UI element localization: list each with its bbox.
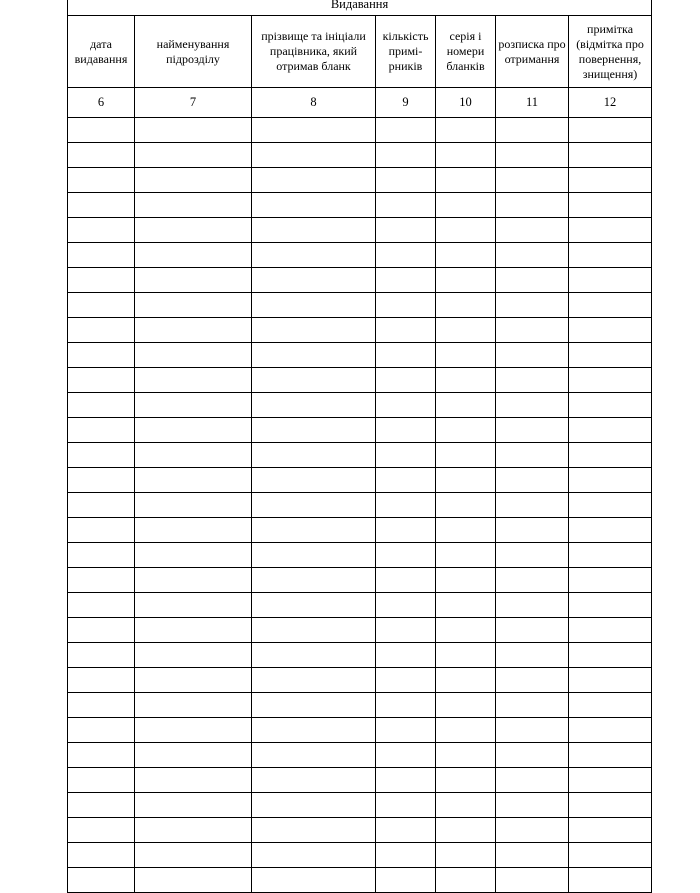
empty-cell-form-series-numbers xyxy=(436,818,496,843)
empty-cell-receipt-signature xyxy=(496,468,569,493)
empty-cell-issue-date xyxy=(68,193,135,218)
empty-cell-receipt-signature xyxy=(496,768,569,793)
empty-cell-department-name xyxy=(135,618,252,643)
table-row xyxy=(68,268,652,293)
empty-cell-form-series-numbers xyxy=(436,243,496,268)
empty-cell-copies-count xyxy=(376,193,436,218)
empty-cell-issue-date xyxy=(68,318,135,343)
empty-cell-form-series-numbers xyxy=(436,193,496,218)
empty-cell-receipt-signature xyxy=(496,718,569,743)
empty-cell-department-name xyxy=(135,568,252,593)
empty-cell-note xyxy=(569,793,652,818)
empty-cell-form-series-numbers xyxy=(436,868,496,893)
empty-cell-note xyxy=(569,268,652,293)
empty-cell-receipt-signature xyxy=(496,368,569,393)
empty-cell-copies-count xyxy=(376,218,436,243)
empty-cell-form-series-numbers xyxy=(436,168,496,193)
empty-cell-form-series-numbers xyxy=(436,718,496,743)
empty-cell-department-name xyxy=(135,168,252,193)
empty-cell-employee-name xyxy=(252,168,376,193)
empty-cell-issue-date xyxy=(68,418,135,443)
empty-cell-note xyxy=(569,168,652,193)
empty-cell-department-name xyxy=(135,293,252,318)
empty-cell-issue-date xyxy=(68,693,135,718)
empty-cell-receipt-signature xyxy=(496,218,569,243)
column-header-label: кількість примі-рників xyxy=(382,29,429,73)
empty-cell-copies-count xyxy=(376,118,436,143)
group-header-row xyxy=(68,0,652,16)
empty-cell-copies-count xyxy=(376,168,436,193)
issuance-register-table xyxy=(67,0,652,893)
empty-cell-employee-name xyxy=(252,243,376,268)
empty-cell-note xyxy=(569,218,652,243)
column-number: 6 xyxy=(68,88,135,118)
column-header-receipt-signature xyxy=(496,16,569,88)
empty-cell-note xyxy=(569,393,652,418)
empty-cell-department-name xyxy=(135,368,252,393)
empty-cell-receipt-signature xyxy=(496,443,569,468)
empty-cell-copies-count xyxy=(376,268,436,293)
empty-cell-issue-date xyxy=(68,368,135,393)
empty-cell-department-name xyxy=(135,768,252,793)
empty-cell-department-name xyxy=(135,743,252,768)
empty-cell-form-series-numbers xyxy=(436,618,496,643)
group-header-issuance: Видавання xyxy=(68,0,652,16)
empty-cell-issue-date xyxy=(68,793,135,818)
empty-cell-copies-count xyxy=(376,668,436,693)
empty-cell-employee-name xyxy=(252,818,376,843)
empty-cell-copies-count xyxy=(376,243,436,268)
table-row xyxy=(68,318,652,343)
empty-cell-employee-name xyxy=(252,443,376,468)
empty-cell-employee-name xyxy=(252,368,376,393)
empty-cell-issue-date xyxy=(68,543,135,568)
table-row xyxy=(68,568,652,593)
empty-cell-form-series-numbers xyxy=(436,343,496,368)
empty-cell-note xyxy=(569,418,652,443)
empty-cell-issue-date xyxy=(68,293,135,318)
column-header-note xyxy=(569,16,652,88)
table-row xyxy=(68,468,652,493)
empty-cell-form-series-numbers xyxy=(436,143,496,168)
empty-cell-employee-name xyxy=(252,493,376,518)
empty-cell-employee-name xyxy=(252,668,376,693)
empty-cell-employee-name xyxy=(252,618,376,643)
empty-cell-copies-count xyxy=(376,543,436,568)
empty-cell-copies-count xyxy=(376,643,436,668)
empty-cell-employee-name xyxy=(252,268,376,293)
empty-cell-copies-count xyxy=(376,393,436,418)
empty-cell-copies-count xyxy=(376,868,436,893)
column-number: 12 xyxy=(569,88,652,118)
empty-cell-issue-date xyxy=(68,743,135,768)
empty-cell-department-name xyxy=(135,643,252,668)
table-row xyxy=(68,843,652,868)
empty-cell-employee-name xyxy=(252,468,376,493)
table-row xyxy=(68,168,652,193)
empty-cell-note xyxy=(569,118,652,143)
table-row xyxy=(68,793,652,818)
empty-cell-issue-date xyxy=(68,168,135,193)
empty-cell-receipt-signature xyxy=(496,593,569,618)
empty-cell-copies-count xyxy=(376,693,436,718)
empty-cell-note xyxy=(569,593,652,618)
empty-cell-employee-name xyxy=(252,718,376,743)
empty-cell-copies-count xyxy=(376,318,436,343)
empty-cell-department-name xyxy=(135,418,252,443)
empty-cell-receipt-signature xyxy=(496,668,569,693)
empty-cell-receipt-signature xyxy=(496,118,569,143)
empty-cell-receipt-signature xyxy=(496,143,569,168)
empty-cell-issue-date xyxy=(68,568,135,593)
empty-cell-department-name xyxy=(135,218,252,243)
empty-cell-employee-name xyxy=(252,568,376,593)
table-row xyxy=(68,718,652,743)
empty-cell-form-series-numbers xyxy=(436,118,496,143)
empty-cell-issue-date xyxy=(68,218,135,243)
column-header-employee-name xyxy=(252,16,376,88)
empty-cell-note xyxy=(569,443,652,468)
empty-cell-employee-name xyxy=(252,293,376,318)
empty-cell-form-series-numbers xyxy=(436,468,496,493)
empty-cell-form-series-numbers xyxy=(436,493,496,518)
empty-cell-department-name xyxy=(135,318,252,343)
empty-cell-issue-date xyxy=(68,868,135,893)
table-row xyxy=(68,368,652,393)
empty-cell-form-series-numbers xyxy=(436,743,496,768)
column-header-label: найменування підрозділу xyxy=(156,36,230,66)
empty-cell-employee-name xyxy=(252,593,376,618)
table-row xyxy=(68,868,652,893)
empty-cell-employee-name xyxy=(252,118,376,143)
empty-cell-receipt-signature xyxy=(496,543,569,568)
table-row xyxy=(68,643,652,668)
empty-cell-receipt-signature xyxy=(496,168,569,193)
column-number: 10 xyxy=(436,88,496,118)
empty-cell-note xyxy=(569,768,652,793)
column-header-label: розписка про отримання xyxy=(498,36,566,66)
empty-cell-form-series-numbers xyxy=(436,643,496,668)
table-row xyxy=(68,343,652,368)
table-row xyxy=(68,493,652,518)
empty-cell-copies-count xyxy=(376,618,436,643)
empty-cell-issue-date xyxy=(68,843,135,868)
empty-cell-receipt-signature xyxy=(496,518,569,543)
empty-cell-receipt-signature xyxy=(496,268,569,293)
column-number: 8 xyxy=(252,88,376,118)
empty-cell-form-series-numbers xyxy=(436,393,496,418)
empty-cell-department-name xyxy=(135,393,252,418)
empty-cell-form-series-numbers xyxy=(436,568,496,593)
empty-cell-issue-date xyxy=(68,668,135,693)
table-row xyxy=(68,668,652,693)
empty-cell-issue-date xyxy=(68,468,135,493)
table-row xyxy=(68,818,652,843)
empty-cell-department-name xyxy=(135,268,252,293)
empty-cell-form-series-numbers xyxy=(436,543,496,568)
column-header-label: прізвище та ініціали працівника, який отримав бланк xyxy=(261,29,366,73)
empty-cell-employee-name xyxy=(252,868,376,893)
empty-cell-form-series-numbers xyxy=(436,418,496,443)
empty-cell-employee-name xyxy=(252,318,376,343)
empty-cell-note xyxy=(569,718,652,743)
empty-cell-copies-count xyxy=(376,368,436,393)
column-number: 11 xyxy=(496,88,569,118)
table-row xyxy=(68,593,652,618)
table-row xyxy=(68,218,652,243)
empty-cell-department-name xyxy=(135,193,252,218)
column-header-issue-date xyxy=(68,16,135,88)
empty-cell-department-name xyxy=(135,143,252,168)
empty-cell-employee-name xyxy=(252,543,376,568)
empty-cell-copies-count xyxy=(376,843,436,868)
empty-cell-department-name xyxy=(135,843,252,868)
empty-cell-issue-date xyxy=(68,518,135,543)
empty-cell-receipt-signature xyxy=(496,318,569,343)
empty-cell-note xyxy=(569,243,652,268)
empty-cell-note xyxy=(569,668,652,693)
empty-cell-form-series-numbers xyxy=(436,793,496,818)
empty-cell-note xyxy=(569,493,652,518)
empty-cell-receipt-signature xyxy=(496,493,569,518)
table-row xyxy=(68,243,652,268)
empty-cell-note xyxy=(569,293,652,318)
empty-cell-form-series-numbers xyxy=(436,268,496,293)
empty-cell-department-name xyxy=(135,593,252,618)
empty-cell-department-name xyxy=(135,718,252,743)
empty-cell-employee-name xyxy=(252,418,376,443)
empty-cell-note xyxy=(569,743,652,768)
empty-cell-copies-count xyxy=(376,568,436,593)
empty-cell-issue-date xyxy=(68,143,135,168)
empty-cell-copies-count xyxy=(376,718,436,743)
empty-cell-note xyxy=(569,193,652,218)
empty-cell-department-name xyxy=(135,243,252,268)
empty-cell-receipt-signature xyxy=(496,643,569,668)
empty-cell-copies-count xyxy=(376,418,436,443)
column-number: 7 xyxy=(135,88,252,118)
empty-cell-receipt-signature xyxy=(496,393,569,418)
table-row xyxy=(68,443,652,468)
empty-cell-department-name xyxy=(135,793,252,818)
table-row xyxy=(68,743,652,768)
empty-cell-form-series-numbers xyxy=(436,368,496,393)
table-row xyxy=(68,768,652,793)
table-row xyxy=(68,693,652,718)
column-header-department-name xyxy=(135,16,252,88)
empty-cell-copies-count xyxy=(376,468,436,493)
empty-cell-form-series-numbers xyxy=(436,318,496,343)
empty-cell-department-name xyxy=(135,868,252,893)
empty-cell-note xyxy=(569,318,652,343)
empty-cell-note xyxy=(569,843,652,868)
empty-cell-issue-date xyxy=(68,343,135,368)
table-row xyxy=(68,193,652,218)
empty-cell-form-series-numbers xyxy=(436,693,496,718)
empty-cell-issue-date xyxy=(68,243,135,268)
empty-cell-copies-count xyxy=(376,518,436,543)
empty-cell-issue-date xyxy=(68,393,135,418)
empty-cell-issue-date xyxy=(68,718,135,743)
column-header-form-series-numbers xyxy=(436,16,496,88)
table-row xyxy=(68,143,652,168)
empty-cell-employee-name xyxy=(252,343,376,368)
empty-cell-employee-name xyxy=(252,193,376,218)
empty-cell-note xyxy=(569,568,652,593)
table-row xyxy=(68,518,652,543)
empty-cell-form-series-numbers xyxy=(436,443,496,468)
empty-cell-issue-date xyxy=(68,643,135,668)
table-row xyxy=(68,543,652,568)
empty-cell-note xyxy=(569,368,652,393)
empty-cell-receipt-signature xyxy=(496,243,569,268)
empty-cell-receipt-signature xyxy=(496,868,569,893)
empty-cell-note xyxy=(569,693,652,718)
empty-cell-receipt-signature xyxy=(496,193,569,218)
empty-cell-employee-name xyxy=(252,218,376,243)
empty-cell-employee-name xyxy=(252,768,376,793)
empty-cell-department-name xyxy=(135,818,252,843)
empty-cell-department-name xyxy=(135,118,252,143)
empty-cell-note xyxy=(569,868,652,893)
empty-cell-employee-name xyxy=(252,393,376,418)
empty-cell-note xyxy=(569,818,652,843)
empty-cell-department-name xyxy=(135,693,252,718)
empty-cell-note xyxy=(569,618,652,643)
empty-cell-form-series-numbers xyxy=(436,218,496,243)
empty-cell-form-series-numbers xyxy=(436,768,496,793)
empty-cell-receipt-signature xyxy=(496,818,569,843)
empty-cell-issue-date xyxy=(68,118,135,143)
column-header-label: дата видавання xyxy=(74,36,128,66)
empty-cell-note xyxy=(569,643,652,668)
empty-cell-form-series-numbers xyxy=(436,293,496,318)
empty-cell-department-name xyxy=(135,493,252,518)
empty-cell-note xyxy=(569,143,652,168)
empty-cell-issue-date xyxy=(68,268,135,293)
table-row xyxy=(68,393,652,418)
empty-cell-employee-name xyxy=(252,793,376,818)
empty-cell-form-series-numbers xyxy=(436,668,496,693)
table-row xyxy=(68,418,652,443)
empty-cell-copies-count xyxy=(376,743,436,768)
empty-cell-receipt-signature xyxy=(496,743,569,768)
empty-cell-employee-name xyxy=(252,143,376,168)
empty-cell-copies-count xyxy=(376,818,436,843)
empty-cell-receipt-signature xyxy=(496,293,569,318)
empty-cell-form-series-numbers xyxy=(436,518,496,543)
empty-cell-employee-name xyxy=(252,518,376,543)
empty-cell-copies-count xyxy=(376,493,436,518)
empty-cell-note xyxy=(569,518,652,543)
table-row xyxy=(68,118,652,143)
column-header-label: примітка (відмітка про повернення, знищення) xyxy=(576,21,644,81)
empty-cell-form-series-numbers xyxy=(436,843,496,868)
empty-cell-copies-count xyxy=(376,143,436,168)
empty-cell-copies-count xyxy=(376,293,436,318)
column-number-row xyxy=(68,88,652,118)
empty-cell-employee-name xyxy=(252,693,376,718)
empty-cell-issue-date xyxy=(68,618,135,643)
register-form xyxy=(67,0,651,893)
empty-cell-copies-count xyxy=(376,443,436,468)
empty-cell-receipt-signature xyxy=(496,618,569,643)
empty-cell-department-name xyxy=(135,518,252,543)
empty-cell-receipt-signature xyxy=(496,418,569,443)
empty-cell-employee-name xyxy=(252,843,376,868)
column-header-copies-count xyxy=(376,16,436,88)
table-row xyxy=(68,618,652,643)
empty-cell-receipt-signature xyxy=(496,843,569,868)
column-header-label: серія і номери бланків xyxy=(446,29,485,73)
empty-cell-department-name xyxy=(135,668,252,693)
empty-cell-issue-date xyxy=(68,768,135,793)
column-header-row xyxy=(68,16,652,88)
column-number: 9 xyxy=(376,88,436,118)
empty-cell-department-name xyxy=(135,468,252,493)
empty-cell-receipt-signature xyxy=(496,568,569,593)
empty-cell-receipt-signature xyxy=(496,343,569,368)
empty-cell-copies-count xyxy=(376,793,436,818)
empty-cell-note xyxy=(569,468,652,493)
empty-cell-department-name xyxy=(135,343,252,368)
table-row xyxy=(68,293,652,318)
empty-cell-issue-date xyxy=(68,493,135,518)
empty-cell-receipt-signature xyxy=(496,793,569,818)
empty-cell-issue-date xyxy=(68,593,135,618)
empty-cell-form-series-numbers xyxy=(436,593,496,618)
empty-cell-employee-name xyxy=(252,743,376,768)
empty-cell-note xyxy=(569,343,652,368)
empty-cell-copies-count xyxy=(376,593,436,618)
empty-cell-department-name xyxy=(135,543,252,568)
empty-cell-issue-date xyxy=(68,818,135,843)
empty-cell-copies-count xyxy=(376,768,436,793)
empty-cell-issue-date xyxy=(68,443,135,468)
empty-cell-department-name xyxy=(135,443,252,468)
empty-cell-note xyxy=(569,543,652,568)
empty-cell-employee-name xyxy=(252,643,376,668)
empty-cell-receipt-signature xyxy=(496,693,569,718)
empty-cell-copies-count xyxy=(376,343,436,368)
